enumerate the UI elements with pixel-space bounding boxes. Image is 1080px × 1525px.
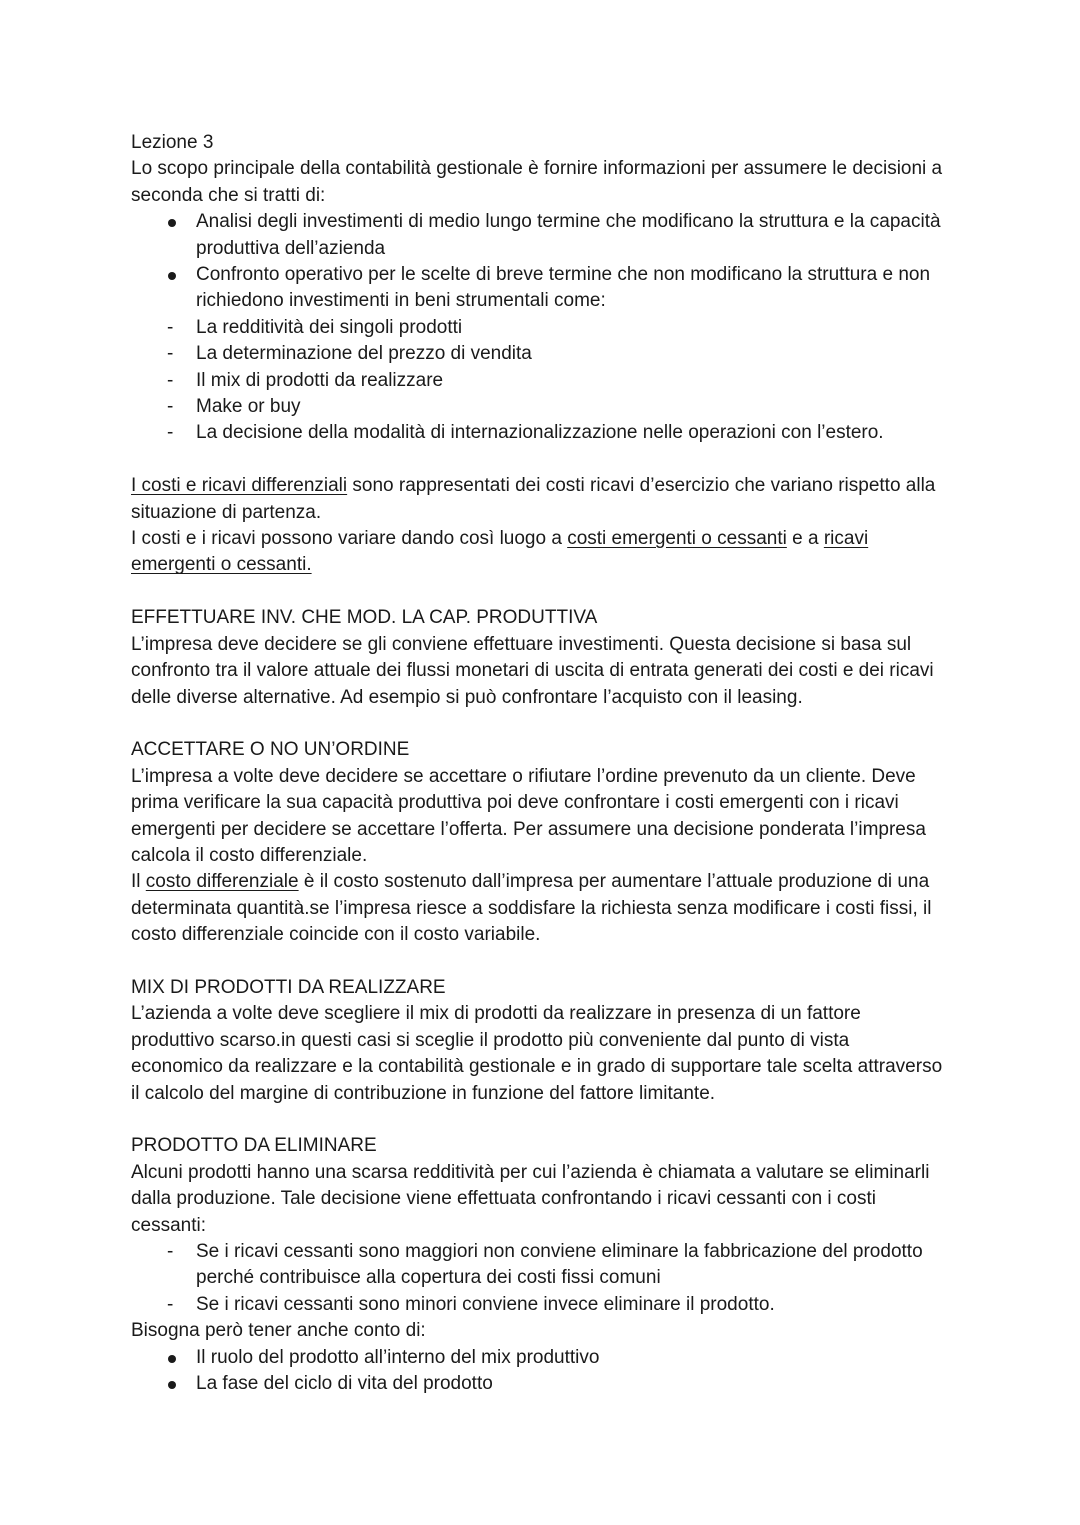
list-item: Confronto operativo per le scelte di breve termine che non modificano la struttura e non richiedono investimenti in beni strumentali come: [131,262,946,315]
eliminate-bullet-list [131,1345,946,1398]
list-item: - Se i ricavi cessanti sono minori conviene invece eliminare il prodotto. [131,1292,946,1318]
list-item: Analisi degli investimenti di medio lungo termine che modificano la struttura e la capacità produttiva dell’azienda [131,209,946,262]
section-heading-investments: EFFETTUARE INV. CHE MOD. LA CAP. PRODUTTIVA [131,607,598,629]
list-item: - La redditività dei singoli prodotti [131,315,946,341]
differential-cost-term: costo differenziale [145,871,299,893]
section-body-order: L’impresa a volte deve decidere se accettare o rifiutare l’ordine prevenuto da un cliente. Deve prima verificare la sua capacità produttiva poi deve confrontare i costi emergenti con i ricavi emergenti per decidere se accettare l’offerta. Per assumere una decisione ponderata l’impresa calcola il costo differenziale. [131,765,926,866]
document-page [131,130,946,1397]
section-body-order-2: Il costo differenziale è il costo sostenuto dall’impresa per aumentare l’attuale produzione di una determinata quantità.se l’impresa riesce a soddisfare la richiesta senza modificare i costi fissi, il costo differenziale coincide con il costo variabile. [131,871,932,946]
differential-paragraph: I costi e ricavi differenziali sono rappresentati dei costi ricavi d’esercizio che variano rispetto alla situazione di partenza. [131,475,936,523]
list-item: Il ruolo del prodotto all’interno del mix produttivo [131,1345,946,1371]
section-after-eliminate: Bisogna però tener anche conto di: [131,1320,426,1342]
section-body-investments: L’impresa deve decidere se gli conviene effettuare investimenti. Questa decisione si basa sul confronto tra il valore attuale dei flussi monetari di uscita di entrata generati dei costi e dei ricavi delle diverse alternative. Ad esempio si può confrontare l’acquisto con il leasing. [131,633,934,708]
intro-dash-list [131,315,946,447]
emerging-revenues-term: ricavi emergenti o cessanti. [131,528,869,576]
section-heading-mix: MIX DI PRODOTTI DA REALIZZARE [131,976,446,998]
intro-paragraph: Lo scopo principale della contabilità gestionale è fornire informazioni per assumere le decisioni a seconda che si tratti di: [131,158,943,206]
lesson-title: Lezione 3 [131,132,214,153]
list-item: - Make or buy [131,394,946,420]
section-heading-eliminate: PRODOTTO DA ELIMINARE [131,1135,377,1157]
list-item: - La determinazione del prezzo di vendita [131,341,946,367]
list-item: - La decisione della modalità di internazionalizzazione nelle operazioni con l’estero. [131,420,946,446]
differential-term: I costi e ricavi differenziali [131,475,348,497]
emerging-costs-term: costi emergenti o cessanti [567,528,787,550]
list-item: - Se i ricavi cessanti sono maggiori non conviene eliminare la fabbricazione del prodotto perché contribuisce alla copertura dei costi fissi comuni [131,1239,946,1292]
section-heading-order: ACCETTARE O NO UN’ORDINE [131,739,410,761]
differential-paragraph-2: I costi e i ricavi possono variare dando così luogo a costi emergenti o cessanti e a ricavi emergenti o cessanti. [131,528,869,576]
section-body-mix: L’azienda a volte deve scegliere il mix di prodotti da realizzare in presenza di un fattore produttivo scarso.in questi casi si sceglie il prodotto più conveniente dal punto di vista economico da realizzare e la contabilità gestionale e in grado di supportare tale scelta attraverso il calcolo del margine di contribuzione in funzione del fattore limitante. [131,1003,943,1104]
list-item: - Il mix di prodotti da realizzare [131,368,946,394]
intro-bullet-list [131,209,946,315]
section-body-eliminate: Alcuni prodotti hanno una scarsa redditività per cui l’azienda è chiamata a valutare se eliminarli dalla produzione. Tale decisione viene effettuata confrontando i ricavi cessanti con i costi cessanti: [131,1161,930,1236]
eliminate-dash-list [131,1239,946,1318]
list-item: La fase del ciclo di vita del prodotto [131,1371,946,1397]
